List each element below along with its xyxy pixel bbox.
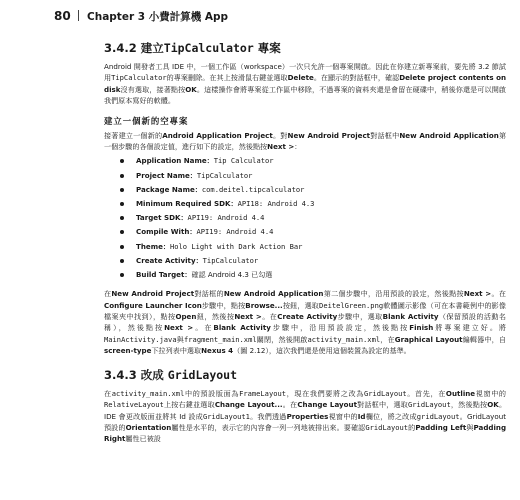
ui-term: Create Activity (277, 312, 338, 322)
text-run: 接著建立一個新的 (104, 130, 163, 140)
ui-term: Next > (267, 142, 295, 152)
text-run: 。對 (272, 130, 288, 140)
paragraph-gridlayout (104, 388, 506, 445)
inline-code: activity_main.xml (307, 334, 381, 344)
list-item (104, 268, 506, 282)
inline-code: TipCalculator (111, 73, 167, 83)
ui-term: Padding Left (415, 422, 467, 432)
text-run: 欄位，將之改成 (365, 411, 417, 421)
text-run: 。IDE 會更改版面並將其 Id 設成 (104, 400, 507, 421)
text-run: 將專案建立好。將 (433, 323, 507, 333)
page-number: 80 (54, 9, 71, 23)
subsection-heading: 建立一個新的空專案 (104, 115, 189, 126)
inline-code: gridLayout (416, 411, 460, 421)
section-heading-3-4-2 (104, 40, 506, 56)
list-item (104, 154, 506, 168)
text-run: 與 (466, 422, 474, 432)
section-title-code: TipCalculator (163, 41, 254, 55)
paragraph-wizard-steps (104, 288, 506, 356)
bullet-icon (120, 259, 124, 263)
text-run: 對話框的 (194, 289, 224, 299)
ui-term: Blank Activity (382, 312, 439, 322)
text-run: 屬性是水平的，表示它的內容會一列一列地被排出來。要確認 (171, 422, 366, 432)
ui-term: Outline (445, 388, 476, 398)
text-run: 沒有選取，接著點按 (120, 84, 186, 94)
setting-value: Tip Calculator (213, 156, 274, 166)
chapter-title: 小費計算機 App (148, 11, 229, 23)
list-item (104, 225, 506, 239)
setting-label: Create Activity： (136, 255, 203, 265)
text-run: 與 (176, 334, 185, 344)
text-run: ，然後點按 (450, 400, 488, 410)
text-run: ，現在我們要將之改為 (286, 388, 364, 398)
text-run: 鈕，然後按 (196, 312, 235, 322)
ui-term: Open (175, 312, 197, 322)
text-run: 。在 (282, 400, 298, 410)
text-run: 對話框中 (370, 130, 400, 140)
setting-label: Compile With： (136, 227, 197, 237)
setting-label: Build Target： (136, 270, 192, 280)
setting-value: API19: Android 4.4 (187, 213, 265, 223)
text-run: ： (294, 142, 302, 152)
text-run: 軟體圖示影像（可在本書範例中的影像檔案夾中找到），點按 (104, 300, 507, 322)
ui-term: Graphical Layout (394, 334, 463, 344)
text-run: Android 開發者工具 IDE 中，一個工作區（workspace）一次只允許一個專案開啟。因此在你建立新專案前，要先將 3.2 節試用 (104, 62, 506, 83)
text-run: （圖 2.12），這次我們還是使用這個裝置為設定的基準。 (233, 346, 411, 356)
ui-term: screen-type (104, 346, 152, 356)
setting-value: API18: Android 4.3 (237, 199, 315, 209)
section-title-prefix: 建立 (140, 41, 164, 55)
section-heading-3-4-3 (104, 367, 506, 383)
ui-term: Blank Activity (213, 323, 271, 333)
text-run: 視窗中的 (328, 411, 358, 421)
setting-value: TipCalculator (196, 170, 253, 180)
section-title-suffix: 專案 (257, 41, 281, 55)
inline-code: fragment_main.xml (184, 334, 257, 344)
setting-value: 確認 Android 4.3 已勾選 (191, 270, 273, 280)
text-run: 在 (104, 388, 112, 398)
setting-value: API19: Android 4.4 (196, 227, 274, 237)
inline-code: GridLayout (408, 400, 451, 410)
ui-term: Browse... (245, 300, 283, 310)
ui-term: New Android Project (287, 130, 371, 140)
ui-term: New Android Project (111, 289, 195, 299)
text-run: 第二個步驟中，沿用預設的設定，然後點按 (323, 289, 464, 299)
project-settings-list (104, 154, 506, 282)
ui-term: New Android Application (223, 289, 324, 299)
ui-term: Next > (164, 323, 194, 333)
chapter-label: Chapter 3 (87, 11, 146, 23)
ui-term: Id (357, 411, 366, 421)
ui-term: Android Application Project (162, 130, 273, 140)
text-run: 。在 (193, 323, 214, 333)
ui-term: Delete project contents on disk (104, 73, 507, 94)
ui-term: Padding Right (104, 422, 507, 444)
text-run: 步驟中，選取 (337, 312, 383, 322)
text-run: 上按右鍵並選取 (163, 400, 215, 410)
ui-term: Nexus 4 (201, 346, 234, 356)
text-run: 對話框中，選取 (356, 400, 409, 410)
text-run: 。這樣操作會將專案從工作區中移除，不過專案的資料夾還是會留在硬碟中，稍後你還是可以開啟我們原本寫好的軟體。 (104, 84, 507, 106)
text-run: （保留預設的活動名稱），然後點按 (104, 312, 507, 333)
ui-term: Change Layout... (214, 400, 283, 410)
text-run: 下拉列表中選取 (151, 346, 202, 356)
inline-code: FrameLayout (239, 388, 287, 398)
paragraph-delete-project (104, 61, 506, 107)
text-run: 。我們透過 (249, 411, 287, 421)
list-item (104, 197, 506, 211)
paragraph-new-project-intro (104, 130, 506, 153)
text-run: 。在 (491, 289, 507, 299)
text-run: 按鈕，選取 (282, 300, 320, 310)
text-run: 。GridLayout 預設的 (104, 411, 506, 432)
text-run: 。在 (261, 312, 278, 322)
bullet-icon (120, 273, 124, 277)
list-item (104, 183, 506, 197)
text-run: 屬性已被設 (125, 434, 161, 444)
ui-term: OK (487, 400, 499, 410)
ui-term: Delete (287, 73, 314, 83)
list-item (104, 211, 506, 225)
bullet-icon (120, 202, 124, 206)
bullet-icon (120, 230, 124, 234)
setting-label: Package Name： (136, 184, 202, 194)
text-run: 編輯器中，自 (462, 334, 507, 344)
header-divider (78, 10, 79, 21)
text-run: 。在顯示的對話框中，確認 (313, 73, 400, 83)
inline-code: MainActivity.java (104, 334, 177, 344)
ui-term: New Android Application (399, 130, 499, 140)
page-content (104, 40, 506, 451)
list-item (104, 240, 506, 254)
text-run: 步驟中，沿用預設設定，然後點按 (270, 323, 410, 333)
section-number: 3.4.3 (104, 367, 137, 382)
ui-term: Properties (286, 411, 329, 421)
ui-term: Change Layout (297, 400, 357, 410)
text-run: ，在 (380, 334, 395, 344)
list-item (104, 169, 506, 183)
ui-term: Next > (463, 289, 492, 299)
bullet-icon (120, 159, 124, 163)
list-item (104, 254, 506, 268)
ui-term: OK (185, 84, 197, 94)
text-run: 視窗中的 (475, 388, 507, 398)
setting-label: Minimum Required SDK： (136, 199, 238, 209)
text-run: 中的預設版面為 (184, 388, 240, 398)
text-run: 步驟中，點按 (201, 300, 246, 310)
text-run: 在 (104, 289, 112, 299)
inline-code: RelativeLayout (104, 400, 164, 410)
text-run: 的專案刪除。在其上按滑鼠右鍵並選取 (166, 73, 288, 83)
ui-term: Finish (409, 323, 434, 333)
inline-code: GridLayout (365, 422, 409, 432)
setting-label: Theme： (136, 241, 170, 251)
bullet-icon (120, 245, 124, 249)
ui-term: Orientation (125, 422, 172, 432)
text-run: 第一個步驟的各個設定值，進行如下的設定，然後點按 (104, 130, 507, 152)
setting-value: Holo Light with Dark Action Bar (170, 241, 303, 251)
setting-label: Project Name： (136, 170, 197, 180)
section-title-code: GridLayout (167, 367, 238, 382)
setting-label: Target SDK： (136, 213, 188, 223)
running-header (54, 9, 228, 29)
inline-code: DeitelGreen.png (319, 300, 384, 310)
inline-code: activity_main.xml (111, 388, 185, 398)
setting-value: TipCalculator (202, 255, 259, 265)
bullet-icon (120, 188, 124, 192)
section-number: 3.4.2 (104, 41, 137, 55)
ui-term: Configure Launcher Icon (104, 300, 202, 310)
bullet-icon (120, 216, 124, 220)
bullet-icon (120, 174, 124, 178)
section-title-prefix: 改成 (140, 367, 164, 382)
text-run: 的 (408, 422, 416, 432)
inline-code: GridLayout1 (202, 411, 250, 421)
text-run: 。首先，在 (406, 388, 446, 398)
ui-term: Next > (234, 312, 262, 322)
setting-label: Application Name： (136, 156, 214, 166)
setting-value: com.deitel.tipcalculator (201, 184, 305, 194)
inline-code: GridLayout (363, 388, 407, 398)
text-run: 關閉，然後開啟 (256, 334, 308, 344)
